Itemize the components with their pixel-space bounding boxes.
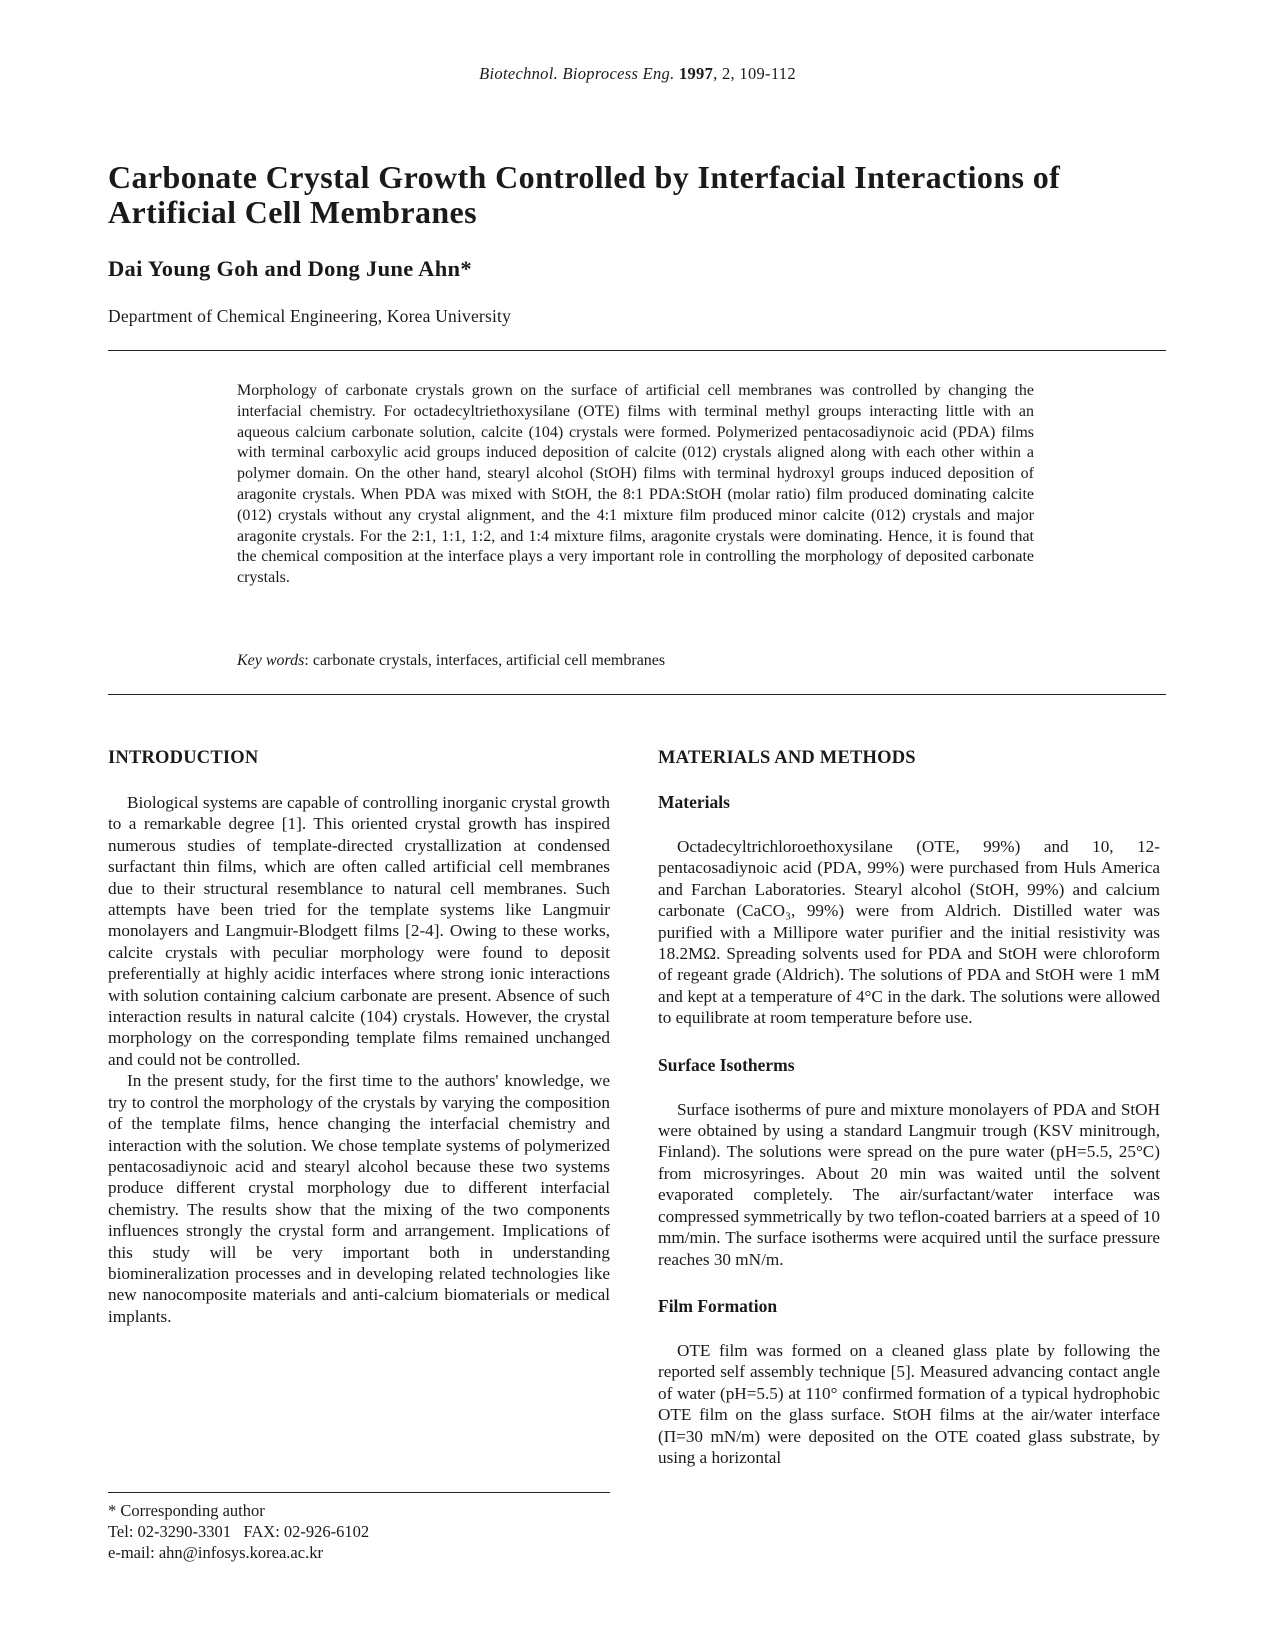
left-column <box>108 748 610 1327</box>
journal-name: Biotechnol. Bioprocess Eng. <box>479 64 675 83</box>
footnote-contact: Tel: 02-3290-3301 FAX: 02-926-6102 <box>108 1522 370 1541</box>
abstract-top-divider <box>108 350 1166 351</box>
footnote-divider <box>108 1492 610 1493</box>
journal-volume-pages: , 2, 109-112 <box>713 64 796 83</box>
keywords-line <box>237 652 1034 670</box>
footnote-email: e-mail: ahn@infosys.korea.ac.kr <box>108 1543 323 1562</box>
journal-citation <box>0 64 1275 84</box>
keywords-text: : carbonate crystals, interfaces, artificial cell membranes <box>304 652 666 669</box>
introduction-paragraph-1: Biological systems are capable of controlling inorganic crystal growth to a remarkable degree [1]. This oriented crystal growth has inspired numerous studies of template-directed crystallization at condensed surfactant thin films, which are often called artificial cell membranes due to their structural resemblance to natural cell membranes. Such attempts have been tried for the template systems like Langmuir monolayers and Langmuir-Blodgett films [2-4]. Owing to these works, calcite crystals with peculiar morphology were found to deposit preferentially at highly acidic interfaces where strong ionic interactions with solution containing calcium carbonate are present. Absence of such interaction results in natural calcite (104) crystals. However, the crystal morphology on the corresponding template films remained unchanged and could not be controlled. <box>108 793 610 1069</box>
film-formation-paragraph: OTE film was formed on a cleaned glass plate by following the reported self assembly technique [5]. Measured advancing contact angle of water (pH=5.5) at 110° confirmed formation of a typical hydrophobic OTE film on the glass surface. StOH films at the air/water interface (Π=30 mN/m) were deposited on the OTE coated glass substrate, by using a horizontal <box>658 1340 1160 1467</box>
introduction-paragraph-2: In the present study, for the first time to the authors' knowledge, we try to control the morphology of the crystals by varying the composition of the template films, hence changing the interfacial chemistry and interaction with the solution. We chose template systems of polymerized pentacosadiynoic acid and stearyl alcohol because these two systems produce different crystal morphology due to different interfacial chemistry. The results show that the mixing of the two components influences strongly the crystal form and arrangement. Implications of this study will be very important both in understanding biomineralization processes and in developing related technologies like new nanocomposite materials and anti-calcium biomaterials or medical implants. <box>108 1071 610 1326</box>
abstract-text: Morphology of carbonate crystals grown on the surface of artificial cell membranes was controlled by changing the interfacial chemistry. For octadecyltriethoxysilane (OTE) films with terminal methyl groups interacting little with an aqueous calcium carbonate solution, calcite (104) crystals were formed. Polymerized pentacosadiynoic acid (PDA) films with terminal carboxylic acid groups induced deposition of calcite (012) crystals aligned along with each other within a polymer domain. On the other hand, stearyl alcohol (StOH) films with terminal hydroxyl groups induced deposition of aragonite crystals. When PDA was mixed with StOH, the 8:1 PDA:StOH (molar ratio) film produced dominating calcite (012) crystals without any crystal alignment, and the 4:1 mixture film produced minor calcite (012) crystals and major aragonite crystals. For the 2:1, 1:1, 1:2, and 1:4 mixture films, aragonite crystals were dominating. Hence, it is found that the chemical composition at the interface plays a very important role in controlling the morphology of deposited carbonate crystals. <box>237 382 1034 587</box>
footnote <box>108 1500 610 1563</box>
journal-year: 1997 <box>678 64 714 83</box>
right-column <box>658 748 1160 1494</box>
materials-paragraph: Octadecyltrichloroethoxysilane (OTE, 99%) and 10, 12-pentacosadiynoic acid (PDA, 99%) were purchased from Huls America and Farchan Laboratories. Stearyl alcohol (StOH, 99%) and calcium carbonate (CaCO₃, 99%) were from Aldrich. Distilled water was purified with a Millipore water purifier and the initial resistivity was 18.2MΩ. Spreading solvents used for PDA and StOH were chloroform of regeant grade (Aldrich). The solutions of PDA and StOH were 1 mM and kept at a temperature of 4°C in the dark. The solutions were allowed to equilibrate at room temperature before use. <box>658 837 1160 1028</box>
methods-heading: MATERIALS AND METHODS <box>658 748 916 768</box>
author-affiliation: Department of Chemical Engineering, Korea University <box>108 306 512 326</box>
materials-heading: Materials <box>658 792 730 812</box>
abstract-bottom-divider <box>108 694 1166 695</box>
isotherms-heading: Surface Isotherms <box>658 1054 795 1075</box>
introduction-heading: INTRODUCTION <box>108 748 259 768</box>
author-list: Dai Young Goh and Dong June Ahn* <box>108 256 472 281</box>
paper-title: Carbonate Crystal Growth Controlled by Interfacial Interactions of Artificial Cell Membranes <box>108 159 1061 230</box>
isotherms-paragraph: Surface isotherms of pure and mixture monolayers of PDA and StOH were obtained by using a standard Langmuir trough (KSV minitrough, Finland). The solutions were spread on the pure water (pH=5.5, 25°C) from microsyringes. About 20 min was waited until the solvent evaporated completely. The air/surfactant/water interface was compressed symmetrically by two teflon-coated barriers at a speed of 10 mm/min. The surface isotherms were acquired until the surface pressure reaches 30 mN/m. <box>658 1099 1160 1269</box>
keywords-label: Key words <box>237 652 305 669</box>
footnote-corresponding: * Corresponding author <box>108 1501 265 1520</box>
film-formation-heading: Film Formation <box>658 1295 778 1316</box>
